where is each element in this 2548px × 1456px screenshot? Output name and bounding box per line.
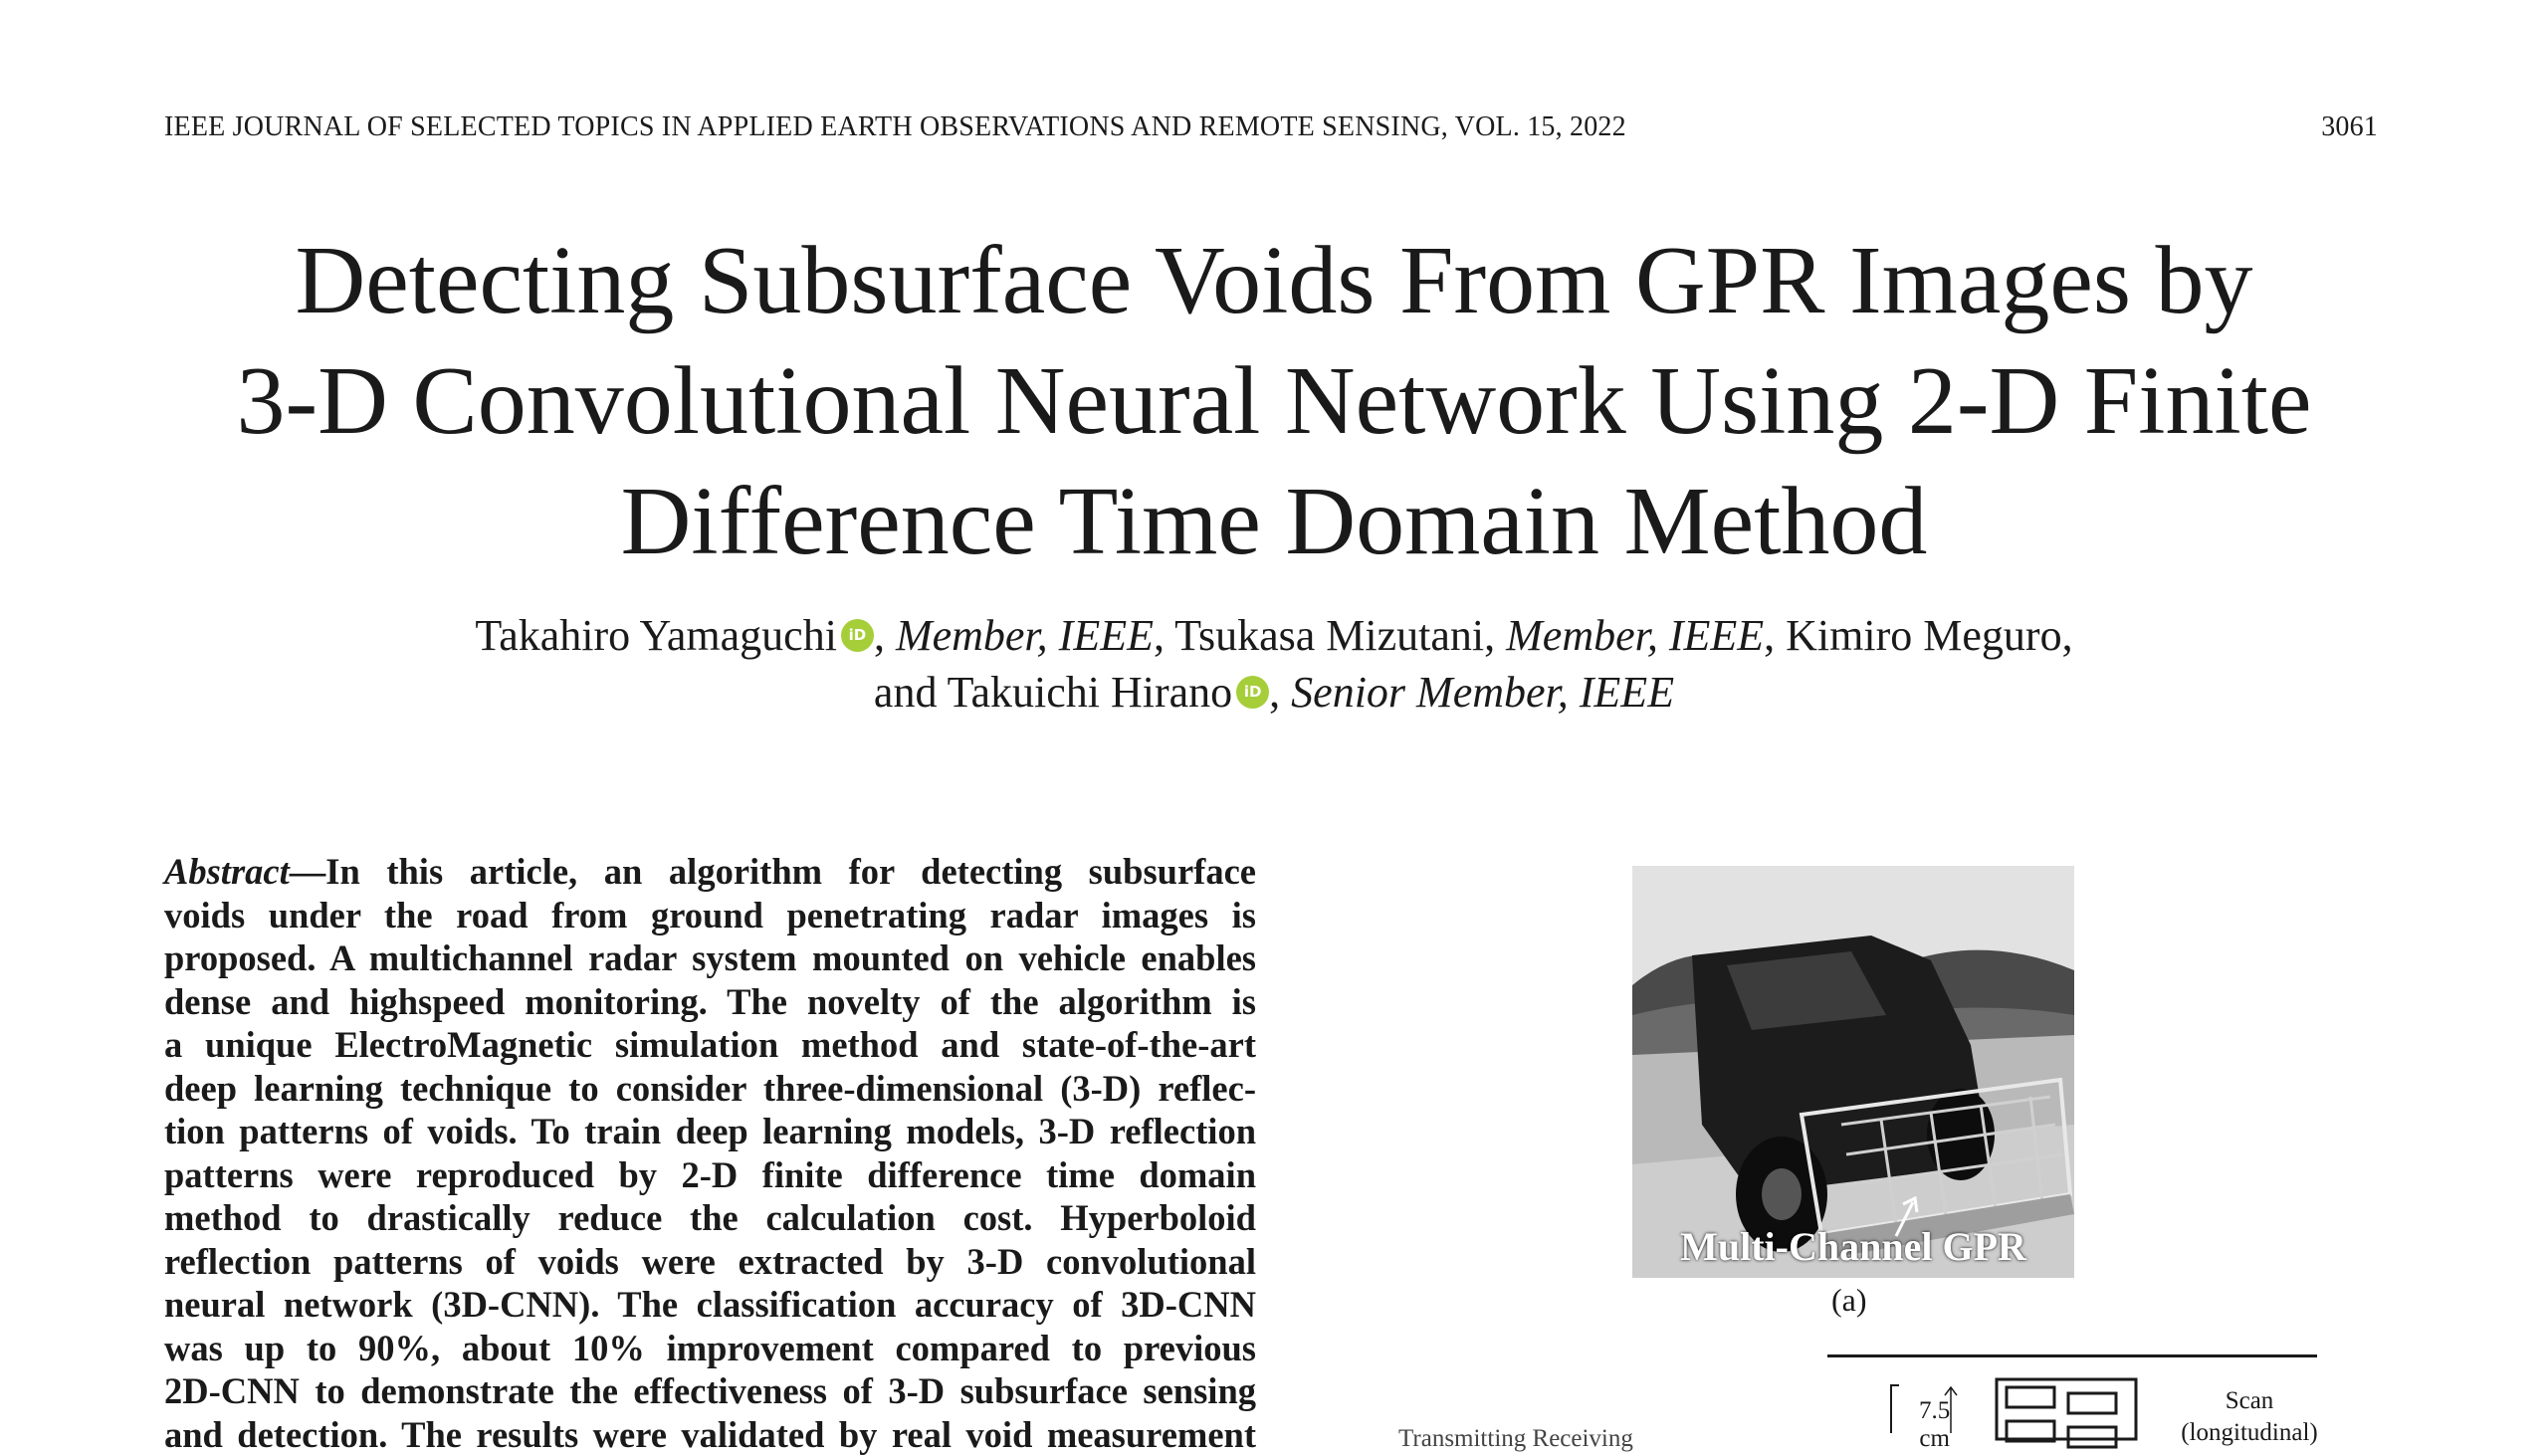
- abstract-line: a unique ElectroMagnetic simulation method and state-of-the-art: [164, 1023, 1256, 1067]
- dimension-value: 7.5: [1919, 1397, 1950, 1425]
- author-role: Senior Member, IEEE: [1291, 668, 1674, 717]
- scan-label-line-1: Scan: [2170, 1385, 2329, 1417]
- vehicle-illustration: [1632, 866, 2074, 1278]
- author-name: Takahiro Yamaguchi: [475, 611, 837, 660]
- abstract-line: was up to 90%, about 10% improvement compared to previous: [164, 1327, 1256, 1370]
- page-number: 3061: [2321, 111, 2378, 143]
- dimension-unit: cm: [1919, 1425, 1950, 1453]
- abstract-line: dense and highspeed monitoring. The novelty of the algorithm is: [164, 980, 1256, 1024]
- abstract-line: reflection patterns of voids were extracted by 3-D convolutional: [164, 1240, 1256, 1284]
- abstract-line: method to drastically reduce the calculation cost. Hyperboloid: [164, 1196, 1256, 1240]
- antenna-diagram: [1871, 1371, 2329, 1433]
- author-name: Kimiro Meguro,: [1786, 611, 2072, 660]
- title-line-3: Difference Time Domain Method: [119, 462, 2429, 582]
- author-list: [119, 607, 2429, 721]
- and-word: and: [874, 668, 938, 717]
- gpr-vehicle-photo: [1632, 866, 2074, 1278]
- abstract-line: [164, 850, 1256, 894]
- author-line-2: and Takuichi Hirano iD , Senior Member, IEEE: [119, 664, 2429, 721]
- abstract-line: deep learning technique to consider three-dimensional (3-D) reflec-: [164, 1067, 1256, 1111]
- abstract-line: tion patterns of voids. To train deep learning models, 3-D reflection: [164, 1110, 1256, 1153]
- title-line-1: Detecting Subsurface Voids From GPR Images by: [119, 221, 2429, 341]
- figure-divider: [1827, 1354, 2317, 1357]
- abstract-lead: Abstract: [164, 851, 290, 892]
- abstract-line: voids under the road from ground penetrating radar images is: [164, 894, 1256, 937]
- dimension-label: [1919, 1397, 1950, 1453]
- author-name: Tsukasa Mizutani: [1174, 611, 1484, 660]
- author-name: Takuichi Hirano: [948, 668, 1233, 717]
- abstract-line: 2D-CNN to demonstrate the effectiveness of 3-D subsurface sensing: [164, 1369, 1256, 1413]
- author-role: Member, IEEE: [896, 611, 1154, 660]
- journal-name: IEEE JOURNAL OF SELECTED TOPICS IN APPLIED EARTH OBSERVATIONS AND REMOTE SENSING, VOL. 15, 2022: [164, 111, 1626, 143]
- title-line-2: 3-D Convolutional Neural Network Using 2-D Finite: [119, 341, 2429, 462]
- paper-title: [119, 221, 2429, 582]
- abstract-line: proposed. A multichannel radar system mounted on vehicle enables: [164, 936, 1256, 980]
- subfigure-caption: (a): [1831, 1282, 1867, 1319]
- abstract: [164, 850, 1256, 1456]
- orcid-icon[interactable]: iD: [841, 619, 874, 652]
- author-line-1: Takahiro Yamaguchi iD , Member, IEEE, Tsukasa Mizutani, Member, IEEE, Kimiro Meguro,: [119, 607, 2429, 664]
- running-header: [164, 111, 2384, 147]
- abstract-line: neural network (3D-CNN). The classification accuracy of 3D-CNN: [164, 1283, 1256, 1327]
- photo-label: Multi-Channel GPR: [1632, 1223, 2074, 1270]
- abstract-line: and detection. The results were validated by real void measurement: [164, 1413, 1256, 1456]
- scan-direction-label: [2170, 1385, 2329, 1449]
- orcid-icon[interactable]: iD: [1236, 676, 1269, 709]
- abstract-line-text: —In this article, an algorithm for detecting subsurface: [290, 851, 1256, 892]
- author-role: Member, IEEE: [1506, 611, 1764, 660]
- abstract-line: patterns were reproduced by 2-D finite difference time domain: [164, 1153, 1256, 1197]
- scan-label-line-2: (longitudinal): [2170, 1417, 2329, 1449]
- diagram-cutoff-label: Transmitting Receiving: [1398, 1425, 1633, 1453]
